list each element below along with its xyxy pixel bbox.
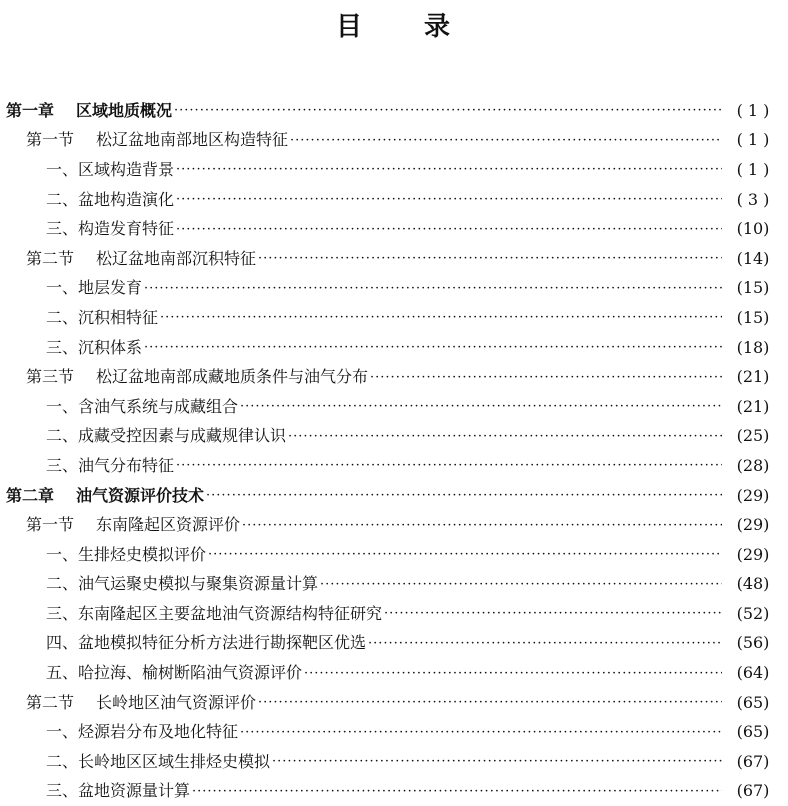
toc-entry-page: (48) [736,574,770,594]
toc-entry[interactable] [0,629,788,659]
toc-entry-label [46,396,239,416]
toc-entry-label [46,428,286,444]
toc-entry-label [46,751,271,771]
toc-entry-page: (28) [736,455,770,475]
toc-entry[interactable] [0,126,788,156]
toc-entry-page: (15) [736,307,770,327]
toc-entry-page: (29) [736,515,770,535]
toc-entry-label [46,665,302,681]
toc-entry-label [46,189,175,209]
toc-entry-title: 一、生排烃史模拟评价 [46,544,207,564]
dot-leader [176,223,722,236]
toc-entry[interactable] [0,244,788,274]
dot-leader [160,311,722,324]
dot-leader [272,755,722,768]
toc-entry[interactable] [0,155,788,185]
toc-entry[interactable] [0,777,788,806]
dot-leader [370,371,722,384]
toc-entry-title: 二、长岭地区区域生排烃史模拟 [46,751,271,771]
toc-entry-page: (18) [736,337,770,357]
toc-entry[interactable] [0,303,788,333]
toc-entry-title: 二、沉积相特征 [46,307,159,327]
toc-entry-page: (25) [736,426,770,446]
toc-entry-page: ( 1 ) [736,100,770,120]
toc-entry[interactable] [0,96,788,126]
toc-entry[interactable] [0,392,788,422]
toc-entry-title: 松辽盆地南部地区构造特征 [96,130,289,150]
toc-entry-label [46,724,238,740]
toc-entry-page: ( 1 ) [736,159,770,179]
toc-entry-label [46,337,143,357]
toc-entry-page: (65) [736,722,770,742]
toc-entry[interactable] [0,333,788,363]
dot-leader [208,548,722,561]
toc-entry-title: 一、区域构造背景 [46,159,175,179]
dot-leader [258,696,722,709]
dot-leader [176,193,722,206]
toc-entry-page: (56) [736,633,770,653]
dot-leader [242,519,722,532]
toc-entry[interactable] [0,362,788,392]
dot-leader [320,578,722,591]
toc-entry-title: 四、盆地模拟特征分析方法进行勘探靶区优选 [46,633,367,653]
toc-entry-number: 第二章 [6,485,55,505]
toc-entry-label [26,517,240,533]
dot-leader [258,252,722,265]
toc-entry-label [46,576,318,592]
dot-leader [206,489,722,502]
dot-leader [144,282,722,295]
toc-entry-title: 三、构造发育特征 [46,219,175,239]
toc-entry-page: (52) [736,603,770,623]
toc-entry-label [46,544,207,564]
dot-leader [174,104,722,117]
toc-entry-label [46,635,366,651]
toc-entry[interactable] [0,540,788,570]
toc-entry[interactable] [0,214,788,244]
dot-leader [144,341,722,354]
toc-entry-title: 二、成藏受控因素与成藏规律认识 [46,426,287,446]
toc-entry-page: (67) [736,751,770,771]
toc-entry-title: 油气资源评价技术 [76,485,205,505]
dot-leader [176,459,722,472]
toc-entry-page: ( 1 ) [736,130,770,150]
toc-entry-label [26,369,368,385]
toc-entry-page: ( 3 ) [736,189,770,209]
toc-entry-page: (65) [736,692,770,712]
toc-entry-label [46,221,174,237]
toc-entry[interactable] [0,422,788,452]
toc-entry[interactable] [0,717,788,747]
toc-entry-label [26,132,288,148]
toc-entry-title: 长岭地区油气资源评价 [96,692,257,712]
toc-entry-page: (14) [736,248,770,268]
toc-entry-title: 三、盆地资源量计算 [46,781,191,801]
dot-leader [384,607,722,620]
dot-leader [288,430,722,443]
toc-entry-title: 三、油气分布特征 [46,455,175,475]
toc-entry[interactable] [0,481,788,511]
toc-entry-number: 第三节 [26,367,75,387]
toc-entry[interactable] [0,599,788,629]
toc-entry-title: 松辽盆地南部成藏地质条件与油气分布 [96,367,369,387]
toc-entry-number: 第二节 [26,248,75,268]
toc-entry[interactable] [0,570,788,600]
toc-entry-number: 第一节 [26,130,75,150]
toc-entry-title: 一、含油气系统与成藏组合 [46,396,239,416]
toc-entry[interactable] [0,274,788,304]
toc-entry-title: 一、烃源岩分布及地化特征 [46,722,239,742]
toc-entry-page: (67) [736,781,770,801]
dot-leader [176,163,722,176]
toc-entry-page: (29) [736,485,770,505]
dot-leader [368,637,722,650]
toc-entry[interactable] [0,451,788,481]
dot-leader [304,667,722,680]
toc-entry[interactable] [0,658,788,688]
toc-entry-label [26,248,257,268]
toc-entry-number: 第二节 [26,692,75,712]
toc-entry-page: (29) [736,544,770,564]
toc-entry-label [46,455,175,475]
toc-entry-label [26,692,257,712]
toc-entry-title: 东南隆起区资源评价 [96,515,241,535]
toc-entry-page: (15) [736,278,770,298]
dot-leader [240,726,722,739]
toc-entry-page: (21) [736,367,770,387]
dot-leader [240,400,722,413]
toc-entry-label [6,100,173,120]
toc-entry[interactable] [0,185,788,215]
dot-leader [290,134,722,147]
toc-entry-number: 第一章 [6,100,55,120]
toc-entry-title: 区域地质概况 [76,100,173,120]
toc-entry-label [46,280,142,296]
toc-entry-label [46,307,159,327]
toc-entry-label [46,159,175,179]
toc-entry-title: 三、沉积体系 [46,337,143,357]
dot-leader [192,785,722,798]
toc-entry-page: (10) [736,219,770,239]
toc-entry[interactable] [0,747,788,777]
toc-entry-page: (21) [736,396,770,416]
toc-entry-page: (64) [736,663,770,683]
toc-entry-title: 一、地层发育 [46,278,143,298]
toc-entry-title: 五、哈拉海、榆树断陷油气资源评价 [46,663,303,683]
page-title [0,6,788,43]
toc-entry-title: 二、油气运聚史模拟与聚集资源量计算 [46,574,319,594]
toc-entry-label [46,603,383,623]
toc-entry-number: 第一节 [26,515,75,535]
toc-entry-label [46,783,190,799]
table-of-contents [0,96,788,806]
toc-entry-title: 二、盆地构造演化 [46,189,175,209]
toc-entry[interactable] [0,688,788,718]
title-char-2: 录 [424,12,453,42]
toc-entry-label [6,485,205,505]
title-char-1: 目 [335,12,364,42]
toc-entry-title: 三、东南隆起区主要盆地油气资源结构特征研究 [46,603,383,623]
toc-entry-title: 松辽盆地南部沉积特征 [96,248,257,268]
toc-entry[interactable] [0,510,788,540]
